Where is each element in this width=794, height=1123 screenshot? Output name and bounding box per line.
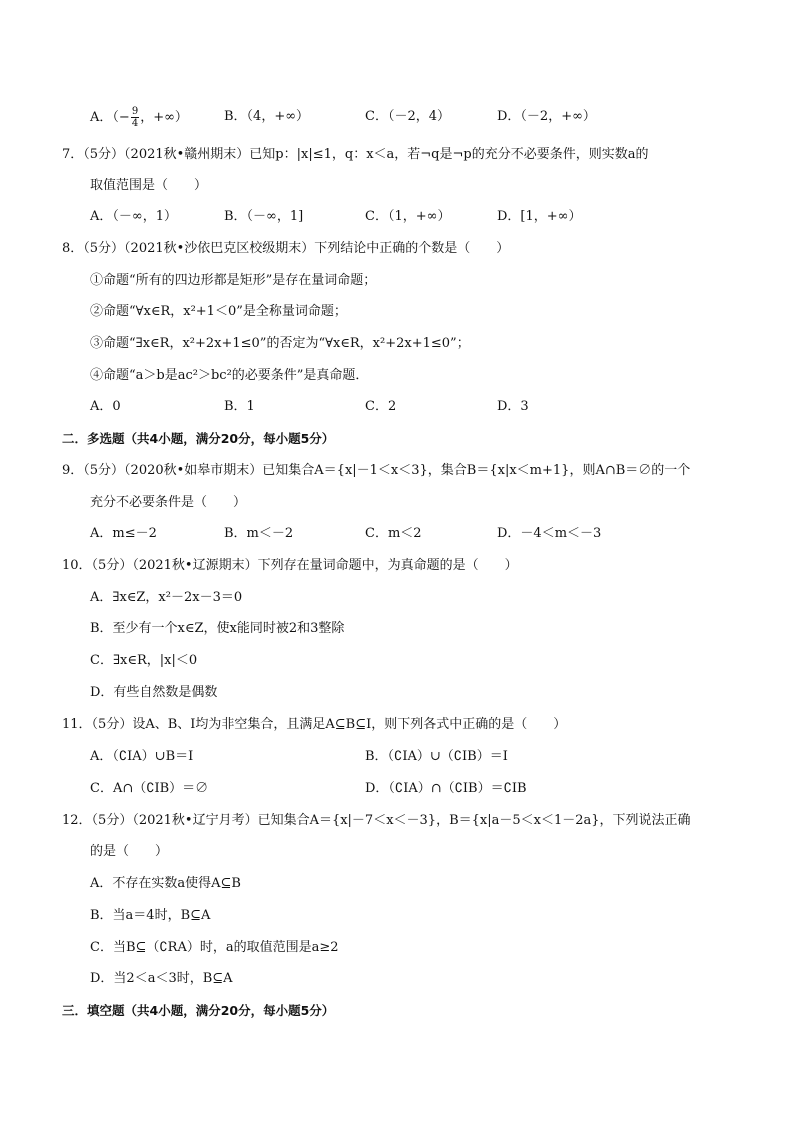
q11-option-d: D．（∁IA）∩（∁IB）＝∁IB [365, 781, 527, 796]
q7-stem-line2: 取值范围是（ ） [90, 178, 208, 193]
q9-option-a: A．m≤－2 [90, 526, 157, 541]
section-2-heading: 二．多选题（共4小题，满分20分，每小题5分） [62, 431, 335, 446]
q7-option-c: C．（1，+∞） [365, 209, 451, 224]
q8-item-4: ④命题“a＞b是ac²＞bc²的必要条件”是真命题． [90, 368, 369, 383]
q6-option-a: A．（− $\frac{9}{4}$ ，+∞） [90, 106, 188, 129]
q9-stem-line1: 9．（5分）（2020秋•如皋市期末）已知集合A＝{x|－1＜x＜3}，集合B＝{x|x＜m+1}，则A∩B＝∅的一个 [62, 463, 691, 478]
q10-option-a: A．∃x∈Z，x²－2x－3＝0 [90, 590, 243, 605]
q6-option-c: C．（－2，4） [365, 109, 450, 124]
q6-fraction: $\frac{9}{4}$ [131, 106, 139, 129]
q8-stem: 8．（5分）（2021秋•沙依巴克区校级期末）下列结论中正确的个数是（ ） [62, 241, 510, 256]
q7-option-d: D．[1，+∞） [497, 209, 582, 224]
q10-option-d: D．有些自然数是偶数 [90, 685, 218, 700]
q11-option-c: C．A∩（∁IB）＝∅ [90, 781, 209, 796]
q10-option-c: C．∃x∈R，|x|＜0 [90, 653, 198, 668]
q6-option-b: B．（4，+∞） [224, 109, 310, 124]
q12-option-c: C．当B⊆（∁RA）时，a的取值范围是a≥2 [90, 940, 339, 955]
q9-stem-line2: 充分不必要条件是（ ） [90, 495, 247, 510]
q6-option-d: D．（－2，+∞） [497, 109, 596, 124]
q12-option-d: D．当2＜a＜3时，B⊆A [90, 971, 233, 986]
q7-option-b: B．（－∞，1] [224, 209, 304, 224]
q9-option-b: B．m＜－2 [224, 526, 294, 541]
q10-stem: 10．（5分）（2021秋•辽源期末）下列存在量词命题中，为真命题的是（ ） [62, 558, 518, 573]
q12-option-b: B．当a＝4时，B⊆A [90, 908, 211, 923]
section-3-heading: 三．填空题（共4小题，满分20分，每小题5分） [62, 1003, 335, 1018]
q9-option-c: C．m＜2 [365, 526, 422, 541]
q8-item-3: ③命题“∃x∈R，x²+2x+1≤0”的否定为“∀x∈R，x²+2x+1≤0”； [90, 336, 470, 351]
q7-stem-line1: 7．（5分）（2021秋•赣州期末）已知p：|x|≤1，q：x＜a，若¬q是¬p的充分不必要条件，则实数a的 [62, 147, 649, 162]
q11-option-b: B．（∁IA）∪（∁IB）＝I [365, 749, 508, 764]
q12-stem-line1: 12．（5分）（2021秋•辽宁月考）已知集合A＝{x|－7＜x＜－3}，B＝{x|a－5＜x＜1－2a}，下列说法正确 [62, 813, 691, 828]
q7-option-a: A．（－∞，1） [90, 209, 177, 224]
q8-option-d: D．3 [497, 399, 529, 414]
q8-item-1: ①命题“所有的四边形都是矩形”是存在量词命题； [90, 273, 377, 288]
q10-option-b: B．至少有一个x∈Z，使x能同时被2和3整除 [90, 621, 345, 636]
q8-item-2: ②命题“∀x∈R，x²+1＜0”是全称量词命题； [90, 304, 347, 319]
q9-option-d: D．－4＜m＜－3 [497, 526, 602, 541]
q8-option-c: C．2 [365, 399, 397, 414]
q12-stem-line2: 的是（ ） [90, 844, 169, 859]
q12-option-a: A．不存在实数a使得A⊆B [90, 876, 241, 891]
q8-option-a: A．0 [90, 399, 121, 414]
q11-stem: 11．（5分）设A、B、I均为非空集合，且满足A⊆B⊆I，则下列各式中正确的是（ ） [62, 717, 567, 732]
q11-option-a: A．（∁IA）∪B＝I [90, 749, 194, 764]
q8-option-b: B．1 [224, 399, 255, 414]
